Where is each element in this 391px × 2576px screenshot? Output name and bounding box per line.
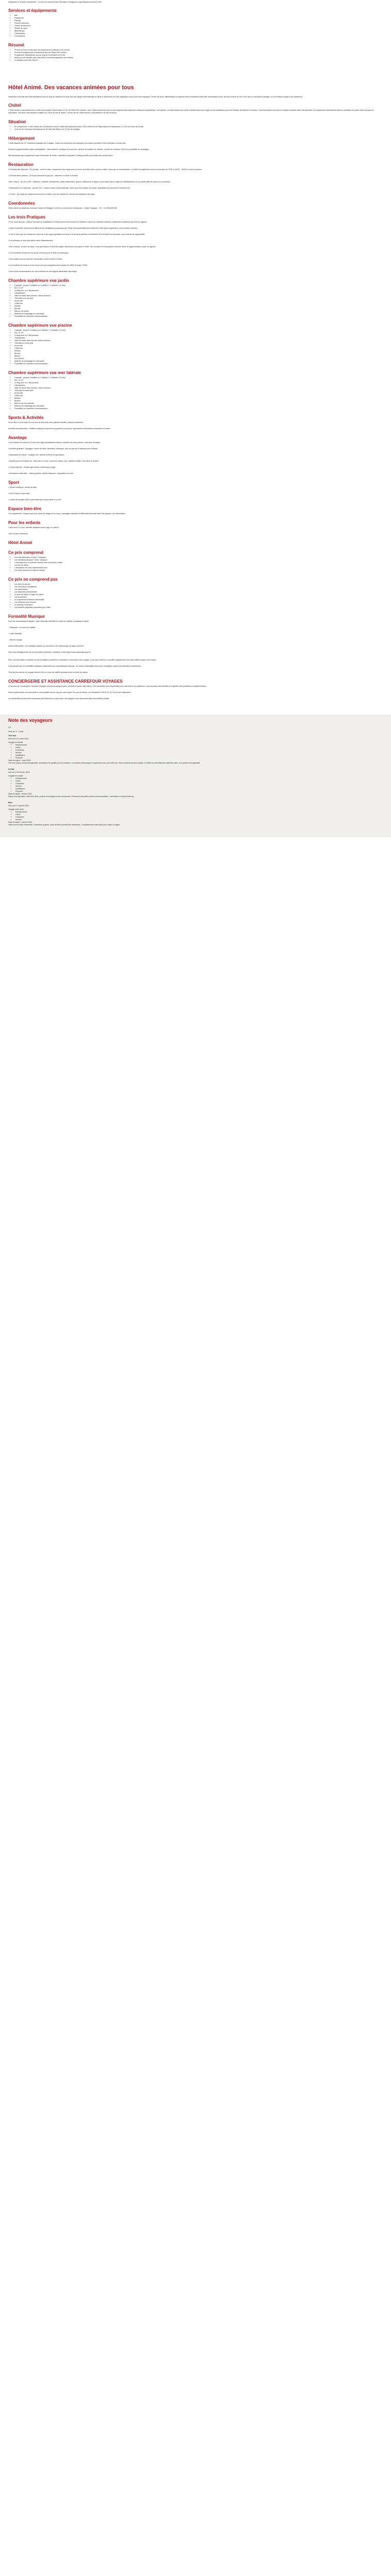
- detail-block-list-item: • Salle de bains avec douche, sèche-cheveux: [14, 295, 383, 297]
- review-subheading: Avis sur le 7 janvier 2024: [8, 805, 29, 807]
- detail-block-list-item: • Bureau: [14, 400, 383, 402]
- detail-block-1: [8, 120, 383, 131]
- review-card: [8, 735, 383, 765]
- detail-block-paragraph: • Nous vous recommandons de nous informer de tout régime alimentaire spécifique.: [8, 270, 77, 273]
- review-rating-item: • Qualité/prix: [15, 788, 383, 790]
- summary-section-1: [8, 43, 383, 62]
- detail-block-list-item: • Minibar: [14, 350, 383, 352]
- detail-block-7: [8, 323, 383, 365]
- detail-block-list-item: • Matériel de repassage sur demande: [14, 405, 383, 408]
- review-trip-type: Voyage en couple: [8, 775, 23, 777]
- detail-block-title: Espace bien-être: [8, 506, 42, 511]
- condition-block-paragraph: Tous les documents de voyage doivent être en cours de validité pendant toute la durée du séjour.: [8, 671, 88, 673]
- condition-block-list-item: • Les transferts aéroport / hôtel / aéroport: [14, 559, 383, 562]
- condition-block-list-item: • Les frais de service: [14, 583, 383, 586]
- detail-block-list-item: • Salle de bains avec douche, sèche-cheveux: [14, 340, 383, 342]
- detail-block-paragraph: • Centre de plongée PADI à proximité avec accès direct à la mer.: [8, 499, 62, 501]
- condition-block-list-item: • Le supplément chambre individuelle: [14, 599, 383, 601]
- detail-block-list-item: • Salle de bains avec douche, sèche-cheveux: [14, 387, 383, 389]
- summary-section-title: Résumé: [8, 43, 25, 47]
- detail-block-2: [8, 136, 383, 157]
- detail-block-0: [8, 103, 383, 114]
- review-text: Très bon séjour, personnel agréable, animations de qualité pour les enfants. La chambre était propre et spacieuse avec une belle vue. Nous reviendrons avec plaisir. Le buffet du petit déjeuner était très varié, et la piscine très agréable.: [8, 762, 201, 764]
- detail-block-paragraph: • Animations culturelles : visites guidées, soirées flamenco, dégustation de vins.: [8, 472, 74, 474]
- summary-section-list-item: • Parking: [14, 20, 383, 22]
- review-ratings: [15, 777, 383, 793]
- review-rating-item: • Service: [15, 785, 383, 788]
- detail-block-paragraph: L'hôtel dispose de 107 chambres réparties sur 5 étages. Toutes les chambres sont équipées d'un balcon privatif et d'une télévision à écran plat.: [8, 142, 126, 144]
- condition-block-title: CONCIERGERIE ET ASSISTANCE CARREFOUR VOYAGES: [8, 679, 123, 684]
- condition-block-list: [14, 556, 383, 572]
- summary-section-list-item: • Excellent emplacement directement face sur Place Del Carmen: [14, 52, 383, 54]
- detail-block-title: Chôtel: [8, 103, 21, 108]
- hotel-detail-blocks: [8, 103, 383, 535]
- review-rating-item: • Chambres: [15, 816, 383, 819]
- detail-block-list: [14, 126, 383, 131]
- detail-block-paragraph: • Restaurant Los Caracoles : (ouvert 7j/7) - cuisine locale et internationale, menu pour les enfants, en soirée, spécialités de poissons et fruits de mer.: [8, 187, 131, 189]
- reviews-score: [8, 726, 383, 729]
- condition-block-list-item: • Les boissons hors formule: [14, 601, 383, 604]
- review-rating-item: • Qualité/prix: [15, 754, 383, 757]
- condition-block-list-item: • Les vols aller/retour France / Espagne: [14, 556, 383, 559]
- detail-block-paragraph: • Les enfants de moins de 12 ans sont logés gratuitement dans la chambre de leurs parents, hors taxe de séjour.: [8, 442, 101, 444]
- review-rating-item: • Emplacement: [15, 744, 383, 747]
- detail-block-paragraph: • Formule petit déjeuner : 8 € (repas) - servi le matin, uniquement des repas sous la forme de buffet varié, service à table, avec pain et viennoiseries. Le buffet est également servi à la terrasse de 7h30 à 10h30 - 11h30 ou selon la saison.: [8, 168, 202, 171]
- detail-block-paragraph: • Terrain multisport, tennis de table: [8, 486, 37, 488]
- detail-block-title: Hébergement: [8, 136, 35, 141]
- review-rating-item: • Literie: [15, 780, 383, 783]
- condition-block-4: [8, 679, 383, 700]
- review-rating-item: • Literie: [15, 747, 383, 749]
- review-stay-date: Date de séjour : février 2024: [8, 793, 32, 795]
- review-ratings: [15, 811, 383, 821]
- condition-block-list-item: • Les dépenses personnelles: [14, 591, 383, 594]
- condition-block-list: [14, 583, 383, 609]
- reviews-panel: [0, 715, 391, 837]
- detail-block-list-item: • Capacité : jusqu'à 3 adultes ou 2 adultes + 2 enfants (-12 ans): [14, 377, 383, 379]
- reviews-score-value: 4,5: [8, 726, 11, 728]
- detail-block-paragraph: • Golf 18 trous à proximité: [8, 493, 30, 495]
- condition-block-0: [8, 550, 383, 572]
- detail-block-paragraph: • Les horaires de check-in et de check-out sont respectivement à partir de 15h00 et avant 12h00.: [8, 264, 88, 266]
- detail-block-list-item: • Env. 22 m²: [14, 287, 383, 290]
- detail-block-title: Chambre supérieure vue piscine: [8, 323, 72, 328]
- condition-block-list-item: • Les taxes aéroport et frais de dossier: [14, 569, 383, 572]
- detail-block-paragraph: • Cours collectifs : Zumba, gym douce, stretching et yoga.: [8, 466, 56, 468]
- condition-block-title: Ce prix comprend: [8, 550, 44, 555]
- detail-block-list: [14, 377, 383, 410]
- detail-block-5: [8, 215, 383, 273]
- summary-section-list-item: • Restaurant: [14, 17, 383, 20]
- detail-block-list-item: • Lit king-size ou 2 lits jumeaux: [14, 382, 383, 384]
- detail-block-list: [14, 284, 383, 318]
- hotel-link-title[interactable]: Hôtel Animé: [8, 540, 32, 545]
- detail-block-list-item: • Vue piscine: [14, 358, 383, 360]
- condition-block-paragraph: Pour tout renseignement sur les formalités sanitaires, consultez le site https://www.diplomatie.gouv.fr.: [8, 651, 91, 653]
- detail-block-paragraph: • Bar / Snack : de 11h à 23h - boissons, cocktails, sandwiches, petite restauration, glaces, pâtisseries et tapas à la terrasse dans le style de l'établissement et une petite salle de repos sur la terrasse.: [8, 181, 171, 183]
- detail-block-list-item: • Minibar: [14, 305, 383, 308]
- condition-block-paragraph: - Carte d'identité: [8, 633, 22, 635]
- intro-text: Description à la parte comprenant : Ce prix ne comprend pas l'Immatiné Consignere Logo Séquenceur Assi 5 Ans: [8, 1, 102, 3]
- detail-block-paragraph: • À noter : les repas au restaurant sont servis à table, pour les enfants les menus sont adaptés à leur âge.: [8, 193, 95, 195]
- detail-block-list-item: • Télévision à écran plat: [14, 389, 383, 392]
- conditions-blocks: [8, 550, 383, 700]
- condition-block-paragraph: - Passeport : en cours de validité: [8, 626, 36, 629]
- detail-block-paragraph: • Bon à savoir : la taxe de séjour n'est pas incluse et doit être réglée directement sur place à l'hôtel. Son montant est susceptible d'évoluer selon la réglementation locale en vigueur.: [8, 246, 156, 248]
- detail-block-list-item: • Coffre-fort: [14, 347, 383, 350]
- review-heading: Au top: [8, 768, 14, 770]
- detail-block-list-item: • Balcon: [14, 355, 383, 358]
- page: [8, 1, 383, 837]
- summary-section-list-item: • Centre de bien-être: [14, 25, 383, 27]
- review-rating-item: • Emplacement: [15, 777, 383, 780]
- detail-block-paragraph: • Spectacles en soirée : musique live, soirées à thème et spectacles.: [8, 454, 65, 456]
- detail-block-title: Coordonnées: [8, 201, 35, 206]
- detail-block-paragraph: • Les animaux ne sont pas admis dans l'établissement.: [8, 240, 54, 242]
- condition-block-paragraph: Notre équipe locale vous accueille et vous assiste tout au long de votre séjour. En cas de besoin, une assistance 24h/24 et 7j/7 est à votre disposition.: [8, 691, 132, 693]
- review-card: [8, 768, 383, 798]
- reviews-list: [8, 735, 383, 826]
- hotel-paragraph: Nombreux convivial ainsi dès animations tout au long de vacances et sorte par une équipe internationale ou aérer à l'ambiance du Club originales a pour pros l'accompagner. Terrain de sport, bibliothèque et espaces verts complètent cette offre accessibles à tous, de jour comme de nuit. Pour que ce soit animé partager, on a le bonheur jusqu'à nos vacances !: [8, 96, 303, 98]
- detail-block-3: [8, 162, 383, 196]
- detail-block-list-item: • Env. 22 m²: [14, 379, 383, 382]
- detail-block-paragraph: L'Hôtel Animé La Alcaidesa est un hôtel tout compris 24h/24 idéal à 2 km de Place Del Carmen. Vous n'êtes pas très proche et son emplacement optimal et restaurant sympathique, une piscine, un hôtel animé pour toute la famille avec ses rouges et ses animations pour les enfants, les ateliers et les jeux. Tous les enfants sont pris en charge et animés dans des activités. Un programme d'animations varié et constante sur place avec musique et spectacles, mini-club, discothèque et billard, au cours de tout le séjour, c'est le cas de l'Hôtel Animé La Alcaidesa et de ses environs.: [8, 109, 373, 114]
- summary-section-list: [14, 49, 383, 62]
- condition-block-2: [8, 614, 383, 654]
- review-rating-item: • Literie: [15, 814, 383, 816]
- condition-block-1: [8, 577, 383, 609]
- review-rating-item: • Propreté: [15, 757, 383, 759]
- detail-block-4: [8, 201, 383, 210]
- summary-section-list-item: • Climatisation: [14, 32, 383, 35]
- review-heading: Bien: [8, 802, 12, 804]
- detail-block-title: Restauration: [8, 162, 34, 167]
- summary-section-list-item: • Piscine extérieure: [14, 22, 383, 25]
- detail-block-list-item: • Accès wifi: [14, 392, 383, 395]
- condition-block-list-item: • Les activités payantes proposées par l'hôtel: [14, 606, 383, 609]
- detail-block-paragraph: Wifi accessible sans supplément dans l'ensemble de l'hôtel, chambres comprises. Parking privatif à proximité avec accès direct.: [8, 155, 113, 157]
- detail-block-9: [8, 415, 383, 430]
- detail-block-title: Situation: [8, 120, 26, 124]
- detail-block-list-item: • En complement, à 300 mètres de La Estación Central, l'hôtel est idéalement situé à 300 mètres de la Plaza Mayor de Salamanca, à 2 km du centre de la ville.: [14, 126, 383, 128]
- review-stay-date: Date de séjour : mars 2024: [8, 759, 31, 761]
- detail-block-title: Chambre supérieure vue mer latérale: [8, 370, 81, 375]
- detail-block-6: [8, 278, 383, 318]
- review-rating-item: • Chambres: [15, 749, 383, 752]
- detail-block-paragraph: • Une caution pourra vous être demandée à votre arrivée à l'hôtel.: [8, 258, 62, 260]
- detail-block-title: Chambre supérieure vue jardin: [8, 278, 69, 283]
- detail-block-list-item: • Balcon vue mer latérale: [14, 402, 383, 405]
- detail-block-list-item: • Capacité : jusqu'à 3 adultes ou 2 adultes + 2 enfants (-12 ans): [14, 329, 383, 332]
- detail-block-list-item: • Coffre-fort: [14, 395, 383, 397]
- detail-block-list-item: • Climatisation: [14, 337, 383, 340]
- hotel-description: [8, 96, 383, 98]
- detail-block-list-item: • Possibilité de chambres communicantes: [14, 363, 383, 365]
- detail-block-list-item: • Bureau: [14, 308, 383, 310]
- detail-block-list-item: • Accès wifi: [14, 300, 383, 302]
- detail-block-list-item: • Télévision à écran plat: [14, 342, 383, 345]
- review-rating-item: • Propreté: [15, 790, 383, 793]
- review-text: Séjour très agréable, hôtel bien situé, proche de la plage et des commerces. Personnel aux petits soins et très accueillant. L'animation en soirée était top.: [8, 795, 135, 798]
- summary-section-title: Services et équipements: [8, 8, 57, 13]
- detail-block-list-item: • Climatisation: [14, 384, 383, 387]
- summary-section-list-item: • Wifi: [14, 14, 383, 17]
- summary-section-list-item: • Conciergerie: [14, 35, 383, 38]
- detail-block-paragraph: • Il est à noter que les enfants de moins de 2 ans logent gratuitement dans le lit de leurs parents et bénéficient d'un lit bébé sur demande, sous réserve de disponibilité.: [8, 233, 145, 235]
- detail-block-list-item: • Accès wifi: [14, 345, 383, 347]
- detail-block-list: [14, 329, 383, 365]
- detail-block-paragraph: • Activités gratuites : Aquagym, tennis de table, fléchettes, pétanque, jeux de piscine et activités pour enfants.: [8, 448, 98, 450]
- summary-section-list-item: • Idéal pour les familles avec des offres et services adaptées aux enfants: [14, 57, 383, 59]
- summary-section-list-item: • Bibliothèque: [14, 30, 383, 32]
- review-rating-item: • Chambres: [15, 783, 383, 785]
- detail-block-list-item: • Coffre-fort: [14, 302, 383, 305]
- summary-section-list-item: • Proche de mes écoles avec les possesseurs d'histoire et de culture: [14, 49, 383, 52]
- condition-block-paragraph: Les demandes peuvent être transmises par téléphone ou par email, nos équipes vous répondront dans les meilleurs délais.: [8, 698, 110, 700]
- detail-block-11: [8, 480, 383, 501]
- condition-block-list-item: • La taxe de séjour: [14, 564, 383, 567]
- condition-block-list-item: • Les excursions facultatives: [14, 586, 383, 588]
- detail-block-paragraph: • Spécial pour les enfants de : Mini-club 4-12 ans, ouvert en saison, jeux, ateliers créatifs, mini-disco et sorties.: [8, 460, 99, 462]
- detail-block-paragraph: Activités internationales : Activités ludiques et sportives proposées en journée, spectacles et animations musicales en soirée.: [8, 428, 111, 430]
- detail-block-paragraph: Services supplémentaires (avec participation) : blanchisserie, boutique de souvenirs, service de location de voitures, service de chambre 24h/24 et possibilité de massages.: [8, 148, 150, 150]
- summary-sections: [8, 8, 383, 62]
- condition-block-title: Formalité Musique: [8, 614, 45, 619]
- detail-block-paragraph: • Aire de jeux extérieure.: [8, 533, 29, 535]
- detail-block-list-item: • À 40 km de l'aéroport International de Sevilla San Pablo et à 2,5 km de la plage.: [14, 128, 383, 131]
- review-subheading: Avis sur le 11 mars 2024: [8, 738, 29, 740]
- summary-section-0: [8, 8, 383, 38]
- reviews-title: Note des voyageurs: [8, 718, 53, 723]
- detail-block-paragraph: • Il est conseillé de prévoir une tenue correcte pour le dîner au restaurant.: [8, 252, 69, 254]
- condition-block-paragraph: Il est précisé que les formalités indiquées s'adressent aux ressortissants français ; les autres nationalités doivent se renseigner auprès des autorités compétentes.: [8, 665, 141, 667]
- detail-block-list-item: • Lit king-size ou 2 lits jumeaux: [14, 334, 383, 337]
- condition-block-title: Ce prix ne comprend pas: [8, 577, 58, 582]
- condition-block-3: [8, 659, 383, 674]
- detail-block-list-item: • Matériel de repassage sur demande: [14, 360, 383, 363]
- condition-block-paragraph: Pour une information complète sur les formalités douanières et sanitaires concernant votre voyage, nous vous invitons à consulter régulièrement les sites officiels avant votre départ.: [8, 659, 157, 661]
- condition-block-paragraph: Le service de Conciergerie Carrefour Voyages vous accompagne avant, pendant et après votre séjour. Nos conseillers sont disponibles pour répondre à vos questions, vous proposer des activités et organiser des prestations complémentaires.: [8, 685, 207, 687]
- detail-block-list-item: • Télévision à écran plat: [14, 297, 383, 300]
- detail-block-paragraph: • En supplément : Espace spa avec soins du visage et du corps, massages relaxants et différentes formules bien-être (payant, sur réservation).: [8, 513, 126, 515]
- detail-block-list-item: • Minibar: [14, 397, 383, 400]
- detail-block-title: Avantage: [8, 435, 27, 440]
- detail-block-13: [8, 520, 383, 535]
- review-text: Hôtel correct dans l'ensemble. Chambres propres, mais la literie pourrait être améliorée. L'emplacement reste idéal pour visiter la région.: [8, 824, 121, 826]
- review-heading: Tres bon: [8, 735, 16, 737]
- detail-block-paragraph: • Formule demi-pension : 22 € par personne et par jour - déjeuner ou dîner à la carte.: [8, 175, 78, 177]
- detail-block-list-item: • Possibilité de chambres communicantes: [14, 408, 383, 410]
- detail-block-paragraph: Accès libre à la terrasse et à la zone de bien-être avec piscine chauffée, sauna et hammam.: [8, 421, 84, 423]
- detail-block-list-item: • Possibilité de chambres communicantes: [14, 315, 383, 318]
- summary-section-list-item: • Le terrasse bien-être 24h/24: [14, 59, 383, 62]
- condition-block-list-item: • Les pourboires: [14, 596, 383, 599]
- detail-block-paragraph: Hôtel Animé La Alcaidesa, Avenida Fuente de Málaga 6, 11315 La Línea de la Concepción - Cádiz, Espagne - Tél : +34 956 876 000: [8, 207, 117, 209]
- detail-block-8: [8, 370, 383, 410]
- detail-block-paragraph: • Mini-club 4-12 ans, activités adaptées selon l'âge, en saison.: [8, 527, 59, 529]
- reviews-count: Note sur 5 - 2 avis: [8, 731, 24, 733]
- condition-block-list-item: • Le parking à l'aéroport: [14, 604, 383, 606]
- summary-section-list: [14, 14, 383, 38]
- review-subheading: Avis sur le 25 février 2024: [8, 771, 30, 773]
- detail-block-list-item: • Env. 22 m²: [14, 332, 383, 334]
- review-rating-item: • Emplacement: [15, 811, 383, 814]
- detail-block-list-item: • Climatisation: [14, 292, 383, 295]
- review-ratings: [15, 744, 383, 759]
- condition-block-list-item: • La taxe de séjour à régler sur place: [14, 594, 383, 596]
- detail-block-list-item: • Balcon vue jardin: [14, 310, 383, 313]
- condition-block-list-item: • Les assurances: [14, 588, 383, 591]
- detail-block-paragraph: • Pour votre sécurité, certains services ou installations à l'hôtel peuvent être fermés ou limités en raison de certaines mesures (notamment sanitaires) qui sont en vigueur.: [8, 221, 148, 223]
- condition-block-paragraph: Pour les ressortissants français : carte nationale d'identité en cours de validité ou passeport valide.: [8, 620, 89, 622]
- detail-block-list-item: • Bureau: [14, 352, 383, 355]
- detail-block-title: Les trois Pratiques: [8, 215, 46, 219]
- condition-block-paragraph: - Visa de voyage: [8, 639, 22, 641]
- review-trip-type: Voyage en famille: [8, 741, 23, 743]
- summary-section-list-item: • Programme d'animations tout au long de la semaine et en été: [14, 54, 383, 57]
- review-rating-item: • Service: [15, 752, 383, 754]
- condition-block-paragraph: Autres nationalités : se renseigner auprès du consulat ou de l'ambassade du pays concerné.: [8, 645, 85, 647]
- detail-block-paragraph: • Dans l'ensemble, les services offerts et les installations proposées par l'hôtel sont accessibles aux clients de l'hôtel sans supplément, sauf mention contraire.: [8, 227, 138, 229]
- condition-block-list-item: • L'assistance de notre représentant local: [14, 567, 383, 569]
- detail-block-list-item: • Capacité : jusqu'à 3 adultes ou 2 adultes + 2 enfants (-12 ans): [14, 284, 383, 287]
- detail-block-list-item: • Matériel de repassage sur demande: [14, 313, 383, 315]
- detail-block-title: Sport: [8, 480, 19, 485]
- review-trip-type: Voyage entre amis: [8, 808, 24, 810]
- hotel-title: Hôtel Animé. Des vacances animées pour tous: [8, 84, 134, 91]
- review-stay-date: Date de séjour : janvier 2024: [8, 821, 32, 823]
- detail-block-12: [8, 506, 383, 515]
- detail-block-title: Sports & Activités: [8, 415, 44, 420]
- detail-block-list-item: • Lit king-size ou 2 lits jumeaux: [14, 290, 383, 292]
- detail-block-title: Pour les enfants: [8, 520, 41, 525]
- summary-section-list-item: • Terrain de sport: [14, 27, 383, 30]
- review-rating-item: • Service: [15, 819, 383, 821]
- review-card: [8, 802, 383, 826]
- condition-block-list-item: • L'hébergement en chambre double avec la formule choisie: [14, 562, 383, 564]
- detail-block-10: [8, 435, 383, 475]
